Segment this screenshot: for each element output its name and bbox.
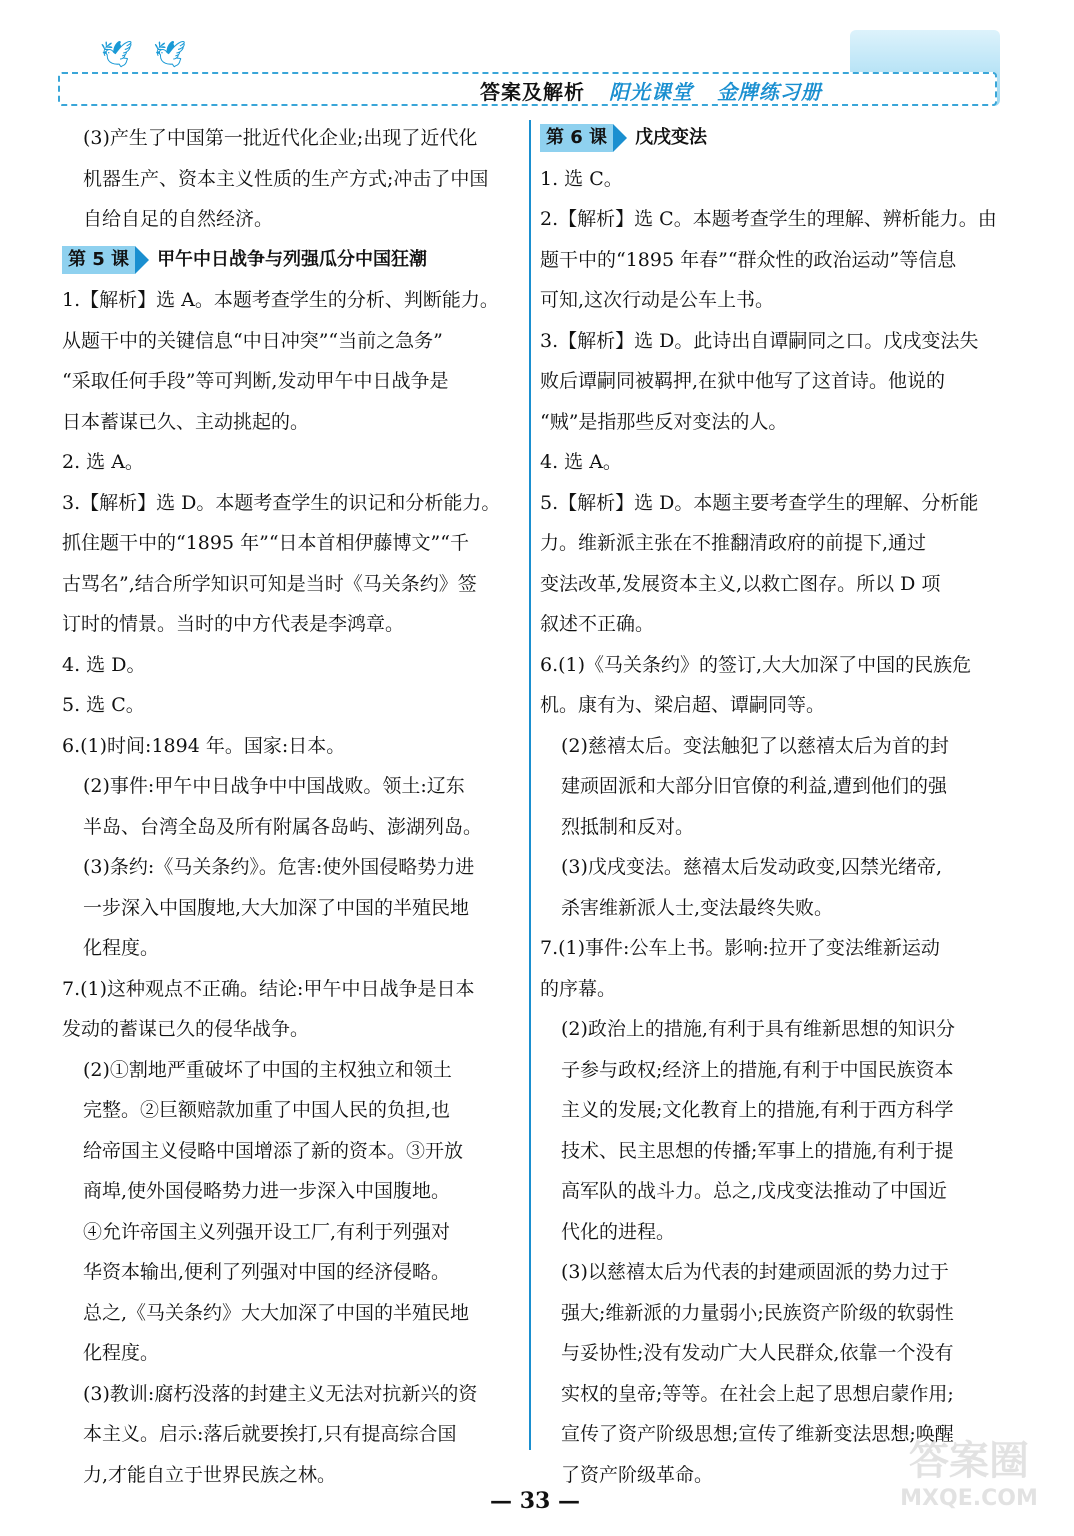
text-line: 杀害维新派人士,变法最终失败。 (561, 896, 834, 919)
answer-3 (62, 483, 522, 645)
lesson-number: 第 6 课 (540, 124, 613, 152)
text-line: 与妥协性;没有发动广大人民群众,依靠一个没有 (561, 1342, 954, 1364)
text-line: 6.(1)《马关条约》的签订,大大加深了中国的民族危 (540, 653, 972, 676)
text-line: 高军队的战斗力。总之,戊戌变法推动了中国近 (561, 1180, 948, 1202)
text-line: 烈抵制和反对。 (561, 815, 695, 838)
text-line: (3)以慈禧太后为代表的封建顽固派的势力过于 (561, 1261, 949, 1283)
answer-4: 4. 选 D。 (62, 653, 146, 676)
answer-6-2 (540, 726, 1010, 848)
series-label: 金牌练习册 (716, 80, 822, 104)
text-line: (3)戊戌变法。慈禧太后发动政变,囚禁光绪帝, (561, 856, 942, 878)
text-line: 商埠,使外国侵略势力进一步深入中国腹地。 (83, 1180, 451, 1202)
column-divider (529, 120, 531, 1450)
text-line: 败后谭嗣同被羁押,在狱中他写了这首诗。他说的 (540, 370, 946, 392)
answer-1 (62, 280, 522, 442)
text-line: 订时的情景。当时的中方代表是李鸿章。 (62, 613, 405, 635)
text-line: (3)产生了中国第一批近代化企业;出现了近代化 (83, 127, 478, 149)
answer-6-3 (540, 847, 1010, 928)
answer-5: 5. 选 C。 (62, 694, 145, 716)
header-title (480, 76, 822, 105)
answer-3 (540, 321, 1010, 443)
lesson-5-heading (62, 240, 522, 281)
right-column (540, 118, 1010, 1495)
text-line: (2)慈禧太后。变法触犯了以慈禧太后为首的封 (561, 734, 949, 757)
lesson-title: 戊戌变法 (635, 127, 708, 148)
text-line: 变法改革,发展资本主义,以救亡图存。所以 D 项 (540, 572, 941, 595)
text-line: 宣传了资产阶级思想;宣传了维新变法思想;唤醒 (561, 1423, 954, 1445)
answer-6-1: 6.(1)时间:1894 年。国家:日本。 (62, 734, 346, 757)
answer-7-3 (62, 1374, 522, 1496)
answer-4: 4. 选 A。 (540, 451, 622, 473)
text-line: 子参与政权;经济上的措施,有利于中国民族资本 (561, 1058, 954, 1081)
text-line: 给帝国主义侵略中国增添了新的资本。③开放 (83, 1139, 464, 1162)
text-line: 的序幕。 (540, 977, 617, 1000)
answer-7-1 (540, 928, 1010, 1009)
answer-7-2 (62, 1050, 522, 1374)
answer-6-1 (540, 645, 1010, 726)
text-line: 3.【解析】选 D。此诗出自谭嗣同之口。戊戌变法失 (540, 329, 979, 352)
text-line: 机。康有为、梁启超、谭嗣同等。 (540, 694, 826, 716)
text-line: 化程度。 (83, 937, 160, 959)
text-line: 化程度。 (83, 1342, 160, 1364)
text-line: 了资产阶级革命。 (561, 1463, 714, 1486)
watermark-bottom: MXQE.COM (900, 1486, 1038, 1511)
page-number: — 33 — (490, 1488, 580, 1514)
lesson-number: 第 5 课 (62, 246, 135, 274)
answer-6-2 (62, 766, 522, 847)
text-line: 题干中的“1895 年春”“群众性的政治运动”等信息 (540, 248, 957, 271)
text-line: “采取任何手段”等可判断,发动甲午中日战争是 (62, 370, 449, 392)
answer-1: 1. 选 C。 (540, 167, 623, 190)
text-line: 力,才能自立于世界民族之林。 (83, 1463, 337, 1486)
answer-7-2 (540, 1009, 1010, 1252)
text-line: 7.(1)事件:公车上书。影响:拉开了变法维新运动 (540, 937, 940, 959)
answer-5 (540, 483, 1010, 645)
watermark-top: 答案圈 (909, 1438, 1029, 1484)
answer-label: 答案及解析 (480, 80, 585, 104)
text-line: 自给自足的自然经济。 (83, 208, 274, 230)
text-line: 1.【解析】选 A。本题考查学生的分析、判断能力。 (62, 289, 499, 311)
text-line: (2)政治上的措施,有利于具有维新思想的知识分 (561, 1018, 955, 1040)
text-line: 半岛、台湾全岛及所有附属各岛屿、澎湖列岛。 (83, 815, 483, 838)
text-line: 代化的进程。 (561, 1220, 676, 1243)
answer-2: 2. 选 A。 (62, 451, 144, 473)
text-line: (3)教训:腐朽没落的封建主义无法对抗新兴的资 (83, 1382, 478, 1405)
answer-2 (540, 199, 1010, 321)
text-line: 日本蓄谋已久、主动挑起的。 (62, 410, 310, 433)
text-line: 可知,这次行动是公车上书。 (540, 289, 775, 311)
text-line: (2)事件:甲午中日战争中中国战败。领土:辽东 (83, 775, 465, 797)
page-header (40, 30, 1000, 110)
text-line: ④允许帝国主义列强开设工厂,有利于列强对 (83, 1220, 451, 1243)
text-line: 力。维新派主张在不推翻清政府的前提下,通过 (540, 532, 927, 554)
answer-7-1 (62, 969, 522, 1050)
lesson-6-heading (540, 118, 1010, 159)
arrow-icon (135, 246, 149, 274)
text-line: 建顽固派和大部分旧官僚的利益,遭到他们的强 (561, 775, 948, 797)
text-line: 华资本输出,便利了列强对中国的经济侵略。 (83, 1261, 451, 1283)
text-line: 7.(1)这种观点不正确。结论:甲午中日战争是日本 (62, 977, 475, 1000)
text-line: 完整。②巨额赔款加重了中国人民的负担,也 (83, 1099, 451, 1121)
text-line: 叙述不正确。 (540, 613, 655, 635)
text-line: 主义的发展;文化教育上的措施,有利于西方科学 (561, 1099, 954, 1121)
text-line: (2)①割地严重破坏了中国的主权独立和领土 (83, 1058, 452, 1081)
intro-answer (62, 118, 522, 240)
text-line: 5.【解析】选 D。本题主要考查学生的理解、分析能 (540, 491, 979, 514)
text-line: 实权的皇帝;等等。在社会上起了思想启蒙作用; (561, 1382, 954, 1405)
text-line: 本主义。启示:落后就要挨打,只有提高综合国 (83, 1423, 457, 1445)
text-line: 古骂名”,结合所学知识可知是当时《马关条约》签 (62, 572, 477, 595)
text-line: 机器生产、资本主义性质的生产方式;冲击了中国 (83, 167, 489, 190)
arrow-icon (613, 124, 627, 152)
text-line: (3)条约:《马关条约》。危害:使外国侵略势力进 (83, 856, 475, 878)
birds-icon: 🕊 🕊 (100, 40, 193, 70)
left-column (62, 118, 522, 1495)
brand-label: 阳光课堂 (608, 80, 693, 104)
text-line: 技术、民主思想的传播;军事上的措施,有利于提 (561, 1139, 954, 1162)
lesson-title: 甲午中日战争与列强瓜分中国狂潮 (157, 248, 428, 270)
text-line: “贼”是指那些反对变法的人。 (540, 410, 788, 433)
answer-6-3 (62, 847, 522, 969)
text-line: 发动的蓄谋已久的侵华战争。 (62, 1018, 310, 1040)
text-line: 总之,《马关条约》大大加深了中国的半殖民地 (83, 1301, 470, 1324)
text-line: 从题干中的关键信息“中日冲突”“当前之急务” (62, 329, 443, 352)
text-line: 抓住题干中的“1895 年”“日本首相伊藤博文”“千 (62, 532, 469, 554)
text-line: 3.【解析】选 D。本题考查学生的识记和分析能力。 (62, 491, 501, 514)
text-line: 强大;维新派的力量弱小;民族资产阶级的软弱性 (561, 1301, 954, 1324)
text-line: 2.【解析】选 C。本题考查学生的理解、辨析能力。由 (540, 208, 997, 230)
text-line: 一步深入中国腹地,大大加深了中国的半殖民地 (83, 896, 470, 919)
watermark-logo (884, 1436, 1054, 1526)
